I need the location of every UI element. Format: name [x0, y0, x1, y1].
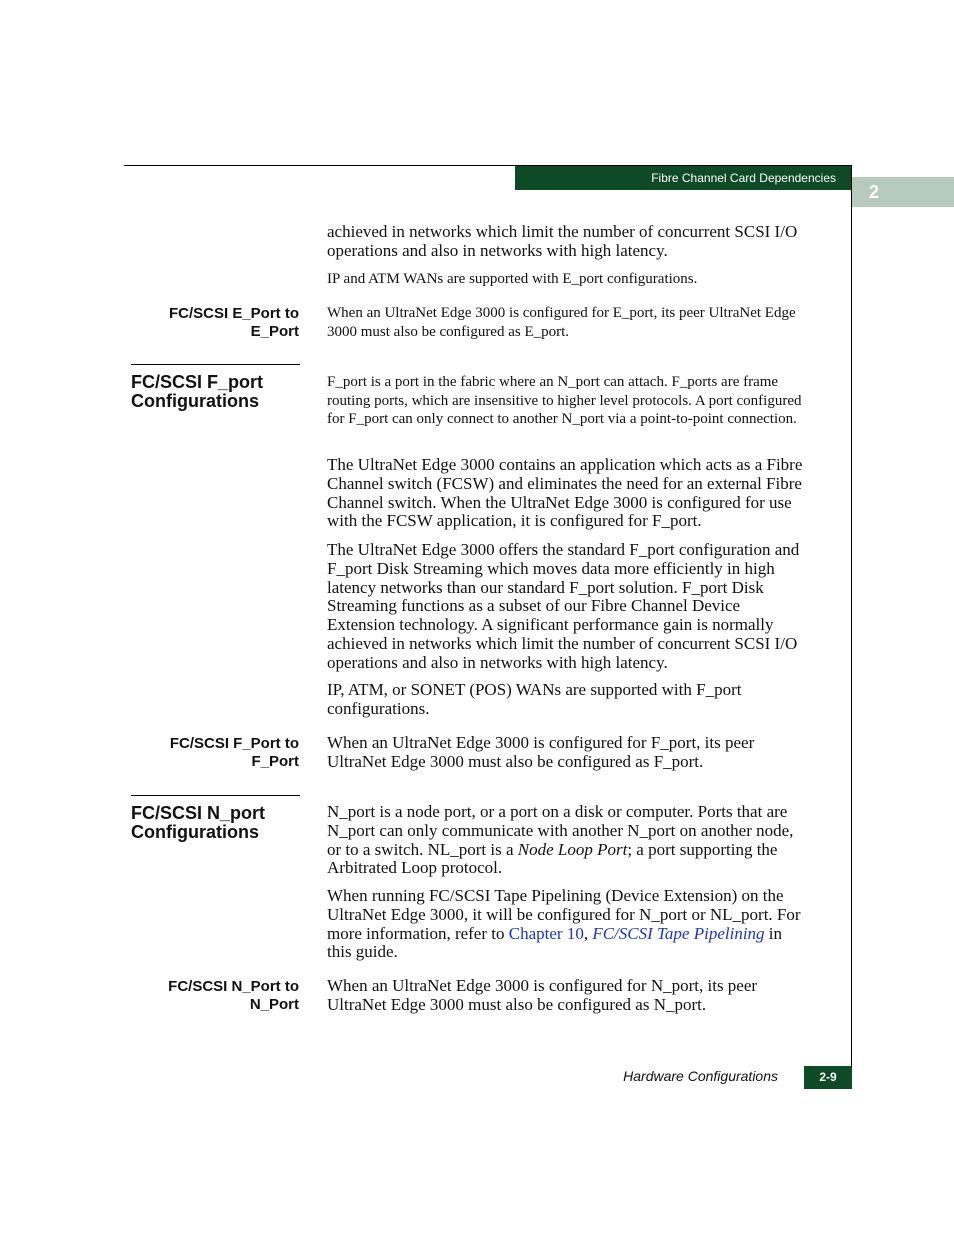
chapter-10-link[interactable]: Chapter 10 [508, 923, 584, 943]
n-port-to-n-port-paragraph: When an UltraNet Edge 3000 is configured for N_port, its peer UltraNet Edge 3000 must also be configured as N_port. [327, 976, 758, 1014]
e-port-subheading [124, 305, 299, 340]
f-port-subheading [124, 735, 299, 770]
f-port-paragraph-3: The UltraNet Edge 3000 offers the standard F_port configuration and F_port Disk Streaming which moves data more efficiently in high latency networks than our standard F_port solution. F_port Disk Streaming functions as a subset of our Fibre Channel Device Extension technology. A significant performance gain is normally achieved in networks which limit the number of concurrent SCSI I/O operations and also in networks with high latency. [327, 540, 800, 672]
running-header [515, 166, 852, 190]
f-port-paragraph-1: F_port is a port in the fabric where an N_port can attach. F_ports are frame routing ports, which are insensitive to higher level protocols. A port configured for F_port can only connect to another N_port via a point-to-point connection. [327, 374, 802, 428]
n-port-heading-line1: FC/SCSI N_port [131, 803, 266, 823]
intro-paragraph-1: achieved in networks which limit the number of concurrent SCSI I/O operations and also in networks with high latency. [327, 222, 798, 260]
section-rule-n-port [131, 795, 300, 796]
f-port-subheading-line1: FC/SCSI F_Port to [169, 735, 299, 752]
tape-pipelining-link[interactable]: FC/SCSI Tape Pipelining [592, 923, 765, 943]
page-number: 2-9 [804, 1066, 852, 1089]
intro-paragraph-2: IP and ATM WANs are supported with E_port configurations. [327, 271, 698, 287]
n-port-paragraph-1-text: N_port is a node port, or a port on a disk or computer. Ports that are N_port can only communicate with another N_port on another node, or to a switch. NL_port is a [327, 802, 794, 859]
n-port-paragraph-2-text: When running FC/SCSI Tape Pipelining (Device Extension) on the UltraNet Edge 3000, it will be configured for N_port or NL_port. For more information, refer to [327, 886, 801, 943]
e-port-subheading-line2: E_Port [250, 322, 299, 340]
n-port-paragraph-2 [327, 887, 807, 962]
f-port-heading-line2: Configurations [131, 391, 259, 411]
chapter-number: 2 [869, 182, 880, 202]
n-port-subheading [124, 978, 299, 1013]
e-port-subheading-line1: FC/SCSI E_Port to [168, 305, 299, 322]
running-header-title: Fibre Channel Card Dependencies [651, 171, 836, 185]
n-port-paragraph-1 [327, 803, 807, 878]
section-rule-f-port [131, 364, 300, 365]
f-port-paragraph-2: The UltraNet Edge 3000 contains an application which acts as a Fibre Channel switch (FCSW) and eliminates the need for an external Fibre Channel switch. When the UltraNet Edge 3000 is configured for use with the FCSW application, it is configured for F_port. [327, 455, 803, 531]
n-port-paragraph-2-end: in this guide. [327, 923, 783, 962]
node-loop-port-term: Node Loop Port [517, 839, 628, 859]
chapter-tab [852, 177, 954, 207]
n-port-heading-line2: Configurations [131, 822, 259, 842]
n-port-section-heading [131, 804, 301, 842]
f-port-paragraph-4: IP, ATM, or SONET (POS) WANs are supported with F_port configurations. [327, 680, 742, 718]
link-separator: , [583, 923, 593, 943]
footer-book-title: Hardware Configurations [623, 1068, 778, 1084]
n-port-subheading-line1: FC/SCSI N_Port to [168, 978, 299, 995]
f-port-section-heading [131, 373, 301, 411]
e-port-paragraph: When an UltraNet Edge 3000 is configured for E_port, its peer UltraNet Edge 3000 must also be configured as E_port. [327, 305, 796, 340]
f-port-to-f-port-paragraph: When an UltraNet Edge 3000 is configured for F_port, its peer UltraNet Edge 3000 must also be configured as F_port. [327, 733, 755, 771]
f-port-heading-line1: FC/SCSI F_port [131, 372, 264, 392]
n-port-subheading-line2: N_Port [249, 995, 299, 1013]
f-port-subheading-line2: F_Port [251, 752, 299, 770]
margin-rule [851, 165, 852, 1089]
n-port-paragraph-1-end: ; a port supporting the Arbitrated Loop protocol. [327, 839, 778, 878]
